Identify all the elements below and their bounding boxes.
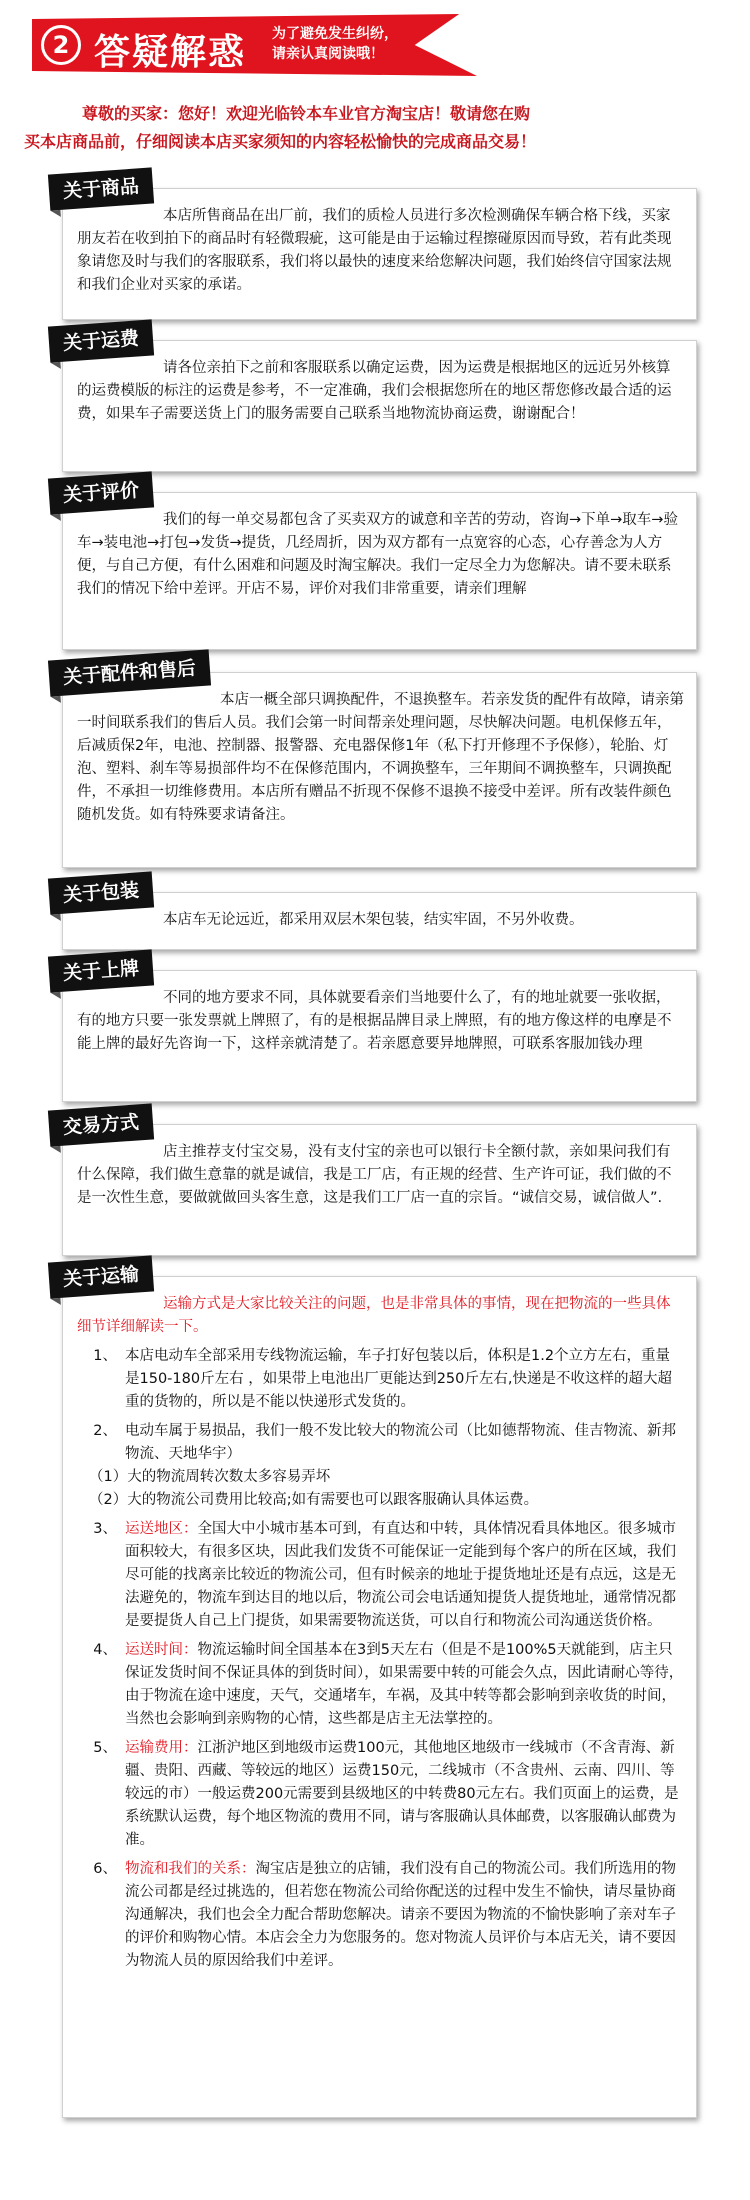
section-tag: 关于配件和售后 [48,649,211,696]
header-subtitle-line: 为了避免发生纠纷， [272,26,398,42]
section-number-badge [38,22,84,68]
item-text: 本店电动车全部采用专线物流运输，车子打好包装以后，体积是1.2个立方左右，重量是150-180斤左右 ，如果带上电池出厂更能达到250斤左右,快递是不收这样的超大超重的货物的，所以是不能以快递形式发货的。 [125,1348,672,1410]
shipping-item [77,1420,684,1466]
greeting-line: 尊敬的买家：您好！欢迎光临铃本车业官方淘宝店！敬请您在购 [82,104,531,123]
section-tag: 关于运费 [48,319,154,362]
header-subtitle-line: 请亲认真阅读哦！ [272,46,384,62]
item-label: 运输费用： [125,1740,198,1756]
shipping-item [77,1639,684,1731]
section-parts [62,657,697,868]
section-tag: 关于包装 [48,871,154,914]
section-tag: 交易方式 [48,1103,154,1146]
item-text: 江浙沪地区到地级市运费100元，其他地区地级市一线城市（不含青海、新疆、贵阳、西藏、等较远的地区）运费150元，二线城市（不含贵州、云南、四川、等较远的市）一般运费200元需要到县级地区的中转费80元左右。我们页面上的运费，是系统默认运费，每个地区物流的费用不同，请与客服确认具体邮费，以客服确认邮费为准。 [125,1740,679,1848]
shipping-subitem: （2）大的物流公司费用比较高;如有需要也可以跟客服确认具体运费。 [89,1492,539,1508]
item-text: 淘宝店是独立的店铺，我们没有自己的物流公司。我们所选用的物流公司都是经过挑选的，但若您在物流公司给你配送的过程中发生不愉快，请尽量协商沟通解决，我们也会全力配合帮助您解决。请亲不要因为物流的不愉快影响了亲对车子的评价和购物心情。本店会全力为您服务的。您对物流人员评价与本店无关，请不要因为物流人员的原因给我们中差评。 [125,1861,676,1969]
item-number: 6、 [93,1861,117,1877]
section-review [62,479,697,650]
section-packing [62,879,697,950]
item-body [125,1737,684,1852]
item-text: 电动车属于易损品，我们一般不发比较大的物流公司（比如德帮物流、佳吉物流、新邦物流、天地华宇） [125,1423,676,1462]
item-text: 物流运输时间全国基本在3到5天左右（但是不是100%5天就能到，店主只保证发货时间不保证具体的到货时间），如果需要中转的可能会久点，因此请耐心等待，由于物流在途中速度，天气，交通堵车，车祸，及其中转等都会影响到亲收货的时间，当然也会影响到亲购物的心情，这些都是店主无法掌控的。 [125,1642,684,1727]
item-text: 全国大中小城市基本可到，有直达和中转，具体情况看具体地区。很多城市面积较大，有很多区块，因此我们发货不可能保证一定能到每个客户的所在区域，我们尽可能的找离亲比较近的物流公司，但有时候亲的地址于提货地址还是有点远，这是无法避免的，物流车到达目的地以后，物流公司会电话通知提货人提货地址，通常情况都是要提货人自己上门提货，如果需要物流送货，可以自行和物流公司沟通送货价格。 [125,1521,676,1629]
item-label: 运送时间： [125,1642,198,1658]
section-text: 店主推荐支付宝交易，没有支付宝的亲也可以银行卡全额付款，亲如果问我们有什么保障，我们做生意靠的就是诚信，我是工厂店，有正规的经营、生产许可证，我们做的不是一次性生意，要做就做回头客生意，这是我们工厂店一直的宗旨。“诚信交易，诚信做人”. [77,1144,672,1206]
item-number: 4、 [93,1642,117,1658]
section-license [62,957,697,1102]
section-text: 本店一概全部只调换配件，不退换整车。若亲发货的配件有故障，请亲第一时间联系我们的售后人员。我们会第一时间帮亲处理问题，尽快解决问题。电机保修五年，后减质保2年，电池、控制器、报警器、充电器保修1年（私下打开修理不予保修），轮胎、灯泡、塑料、刹车等易损部件均不在保修范围内，不调换整车，三年期间不调换整车，只调换配件，不承担一切维修费用。本店所有赠品不折现不保修不退换不接受中差评。所有改装件颜色随机发货。如有特殊要求请备注。 [77,692,685,823]
shipping-item [77,1518,684,1633]
header-subtitle [272,24,398,64]
section-number: 2 [44,28,78,62]
section-trade [62,1111,697,1256]
shipping-item [77,1737,684,1852]
item-number: 2、 [93,1423,117,1439]
item-number: 1、 [93,1348,117,1364]
section-freight [62,327,697,472]
item-label: 运送地区： [125,1521,198,1537]
item-number: 3、 [93,1521,117,1537]
header-banner [32,10,492,80]
shipping-subitem: （1）大的物流周转次数太多容易弄坏 [89,1469,331,1485]
section-text: 本店车无论远近，都采用双层木架包装，结实牢固，不另外收费。 [163,912,584,928]
section-tag: 关于运输 [48,1255,154,1298]
shipping-intro: 运输方式是大家比较关注的问题，也是非常具体的事情，现在把物流的一些具体细节详细解读一下。 [77,1296,671,1335]
item-body [125,1858,684,1973]
section-shipping [62,1263,697,2118]
header-title: 答疑解惑 [94,32,247,73]
section-tag: 关于上牌 [48,949,154,992]
shipping-item [77,1858,684,1973]
section-text: 不同的地方要求不同，具体就要看亲们当地要什么了，有的地址就要一张收据，有的地方只要一张发票就上牌照了，有的是根据品牌目录上牌照，有的地方像这样的电摩是不能上牌的最好先咨询一下，这样亲就清楚了。若亲愿意要异地牌照，可联系客服加钱办理 [77,990,672,1052]
section-goods [62,175,697,320]
item-body [125,1639,684,1731]
section-text: 请各位亲拍下之前和客服联系以确定运费，因为运费是根据地区的远近另外核算的运费模版的标注的运费是参考，不一定准确，我们会根据您所在的地区帮您修改最合适的运费，如果车子需要送货上门的服务需要自己联系当地物流协商运费，谢谢配合！ [77,360,672,422]
item-number: 5、 [93,1740,117,1756]
shipping-item [77,1345,684,1414]
section-tag: 关于商品 [48,167,154,210]
item-body [125,1518,684,1633]
section-text: 本店所售商品在出厂前，我们的质检人员进行多次检测确保车辆合格下线，买家朋友若在收到拍下的商品时有轻微瑕疵，这可能是由于运输过程擦碰原因而导致，若有此类现象请您及时与我们的客服联系，我们将以最快的速度来给您解决问题，我们始终信守国家法规和我们企业对买家的承诺。 [77,208,672,293]
item-label: 物流和我们的关系： [125,1861,256,1877]
section-text: 我们的每一单交易都包含了买卖双方的诚意和辛苦的劳动，咨询→下单→取车→验车→装电池→打包→发货→提货，几经周折，因为双方都有一点宽容的心态，心存善念为人方便，与自己方便，有什么困难和问题及时淘宝解决。我们一定尽全力为您解决。请不要未联系我们的情况下给中差评。开店不易，评价对我们非常重要，请亲们理解 [77,512,678,597]
greeting-line: 买本店商品前，仔细阅读本店买家须知的内容轻松愉快的完成商品交易！ [24,132,537,151]
section-tag: 关于评价 [48,471,154,514]
greeting [24,100,710,156]
